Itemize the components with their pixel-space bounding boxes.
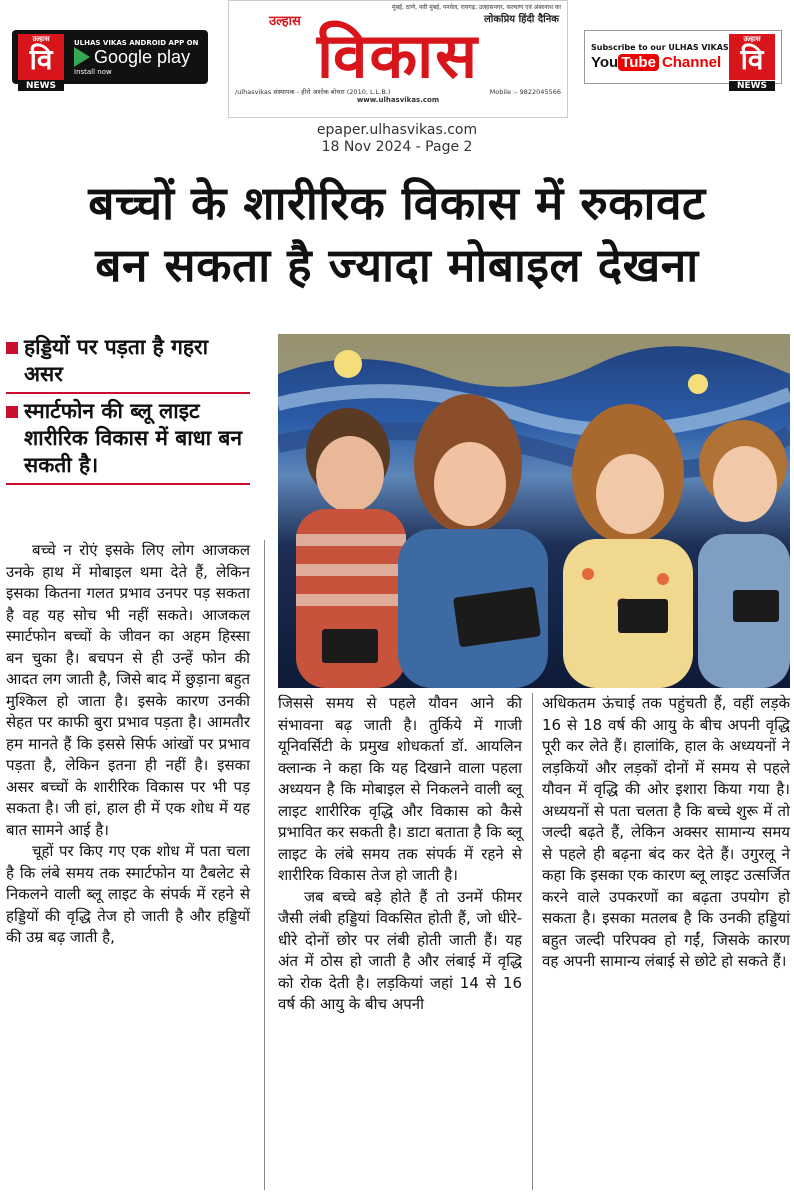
- ulhas-vikas-news-logo: उल्हास वि NEWS: [18, 34, 64, 80]
- children-using-tablets-photo: [278, 334, 790, 688]
- photo-illustration: [278, 334, 790, 688]
- youtube-logo: You Tube Channel: [591, 54, 722, 71]
- article-column-1: बच्चे न रोएं इसके लिए लोग आजकल उनके हाथ में मोबाइल थमा देते हैं, लेकिन इसका कितना गलत प्रभाव उनपर पड़ सकता है वह यह सोच भी नहीं सकते। आजकल स्मार्टफोन बच्चों के जीवन का अहम हिस्सा बन चुका है। बचपन से ही उन्हें फोन की आदत लग जाती है, जिसे बाद में छुड़ाना बहुत मुश्किल हो जाता है। इसके कारण उनकी सेहत पर काफी बुरा प्रभाव पड़ता है। आमतौर हम मानते हैं कि इससे सिर्फ आंखों पर प्रभाव पड़ता है, लेकिन इतना ही नहीं है। इसका असर बच्चों के शारीरिक विकास पर भी पड़ सकता है। जी हां, हाल ही में एक शोध में यह बात सामने आई है। चूहों पर किए गए एक शोध में पता चला है कि लंबे समय तक स्मार्टफोन या टैबलेट से निकलने वाली ब्लू लाइट के संपर्क में रहने से हड्डियों की वृद्धि तेज हो जाती है और हड्डियों की उम्र बढ़ जाती है,: [6, 541, 250, 946]
- ulhas-vikas-news-logo: उल्हास वि NEWS: [729, 34, 775, 80]
- column-divider: [264, 540, 265, 1190]
- article-column-3: अधिकतम ऊंचाई तक पहुंचती हैं, वहीं लड़के 16 से 18 वर्ष की आयु के बीच अपनी वृद्धि पूरी कर लेते हैं। हालांकि, हाल के अध्ययनों ने लड़कियों और लड़कों दोनों में समय से पहले यौवन में वृद्धि की ओर इशारा किया गया है। अध्ययनों से पता चलता है कि बच्चे शुरू में तो जल्दी बढ़ते हैं, लेकिन अक्सर सामान्य समय से पहले ही बढ़ना बंद कर देते हैं। उगुरलू ने कहा कि इसका एक कारण ब्लू लाइट उत्सर्जित करने वाले उपकरणों का बढ़ता उपयोग हो सकता है। इसका मतलब है कि उनकी हड्डियां बहुत जल्दी परिपक्व हो गईं, जिसके कारण वह अपनी सामान्य लंबाई से छोटे हो सकते हैं।: [542, 694, 790, 970]
- article-headline: बच्चों के शारीरिक विकास में रुकावट बन सकता है ज्यादा मोबाइल देखना: [88, 176, 706, 292]
- youtube-channel-badge[interactable]: Subscribe to our ULHAS VIKAS You Tube Channel उल्हास वि NEWS: [584, 30, 782, 84]
- article-highlights: [6, 334, 250, 489]
- newspaper-masthead: मुंबई, ठाणे, नवी मुंबई, पनवेल, रायगढ़, उल्हासनगर, कल्याण एवं अंबरनाथ का लोकप्रिय हिंदी दैनिक उल्हास विकास /ulhasvikas संस्थापक - हीरो अशोक बोथरा (2010, L.L.B.) Mobile :- 9822045566 www.ulhasvikas.com: [228, 0, 568, 118]
- android-app-badge[interactable]: [12, 30, 208, 91]
- masthead-logo: विकास: [316, 19, 480, 92]
- epaper-url[interactable]: epaper.ulhasvikas.com: [316, 122, 478, 138]
- highlight-item: स्मार्टफोन की ब्लू लाइट शारीरिक विकास में बाधा बन सकती है।: [6, 398, 250, 485]
- app-badge-text: ULHAS VIKAS ANDROID APP ON Google play Install now: [74, 38, 199, 76]
- google-play-icon: [74, 47, 90, 67]
- square-bullet-icon: [6, 342, 18, 354]
- column-divider: [532, 693, 533, 1190]
- edition-info: [0, 122, 794, 156]
- square-bullet-icon: [6, 406, 18, 418]
- edition-date-page: 18 Nov 2024 - Page 2: [321, 139, 473, 155]
- highlight-item: हड्डियों पर पड़ता है गहरा असर: [6, 334, 250, 394]
- article-column-2: जिससे समय से पहले यौवन आने की संभावना बढ़ जाती है। तुर्किये में गाजी यूनिवर्सिटी के प्रमुख शोधकर्ता डॉ. आयलिन क्लान्क ने कहा कि यह दिखाने वाला पहला अध्ययन है कि मोबाइल से निकलने वाली ब्लू लाइट शारीरिक वृद्धि और विकास को कैसे प्रभावित कर सकती है। डाटा बताता है कि ब्लू लाइट के लंबे समय तक संपर्क में रहने से शारीरिक विकास तेज हो जाती है। जब बच्चे बड़े होते हैं तो उनमें फीमर जैसी लंबी हड्डियां विकसित होती हैं, जो धीरे-धीरे दोनों छोर पर लंबी होती जाती हैं। यह अंत में ठोस हो जाती है और लंबाई में वृद्धि को रोक देती है। लड़कियां जहां 14 से 16 वर्ष की आयु के बीच अपनी: [278, 694, 522, 1013]
